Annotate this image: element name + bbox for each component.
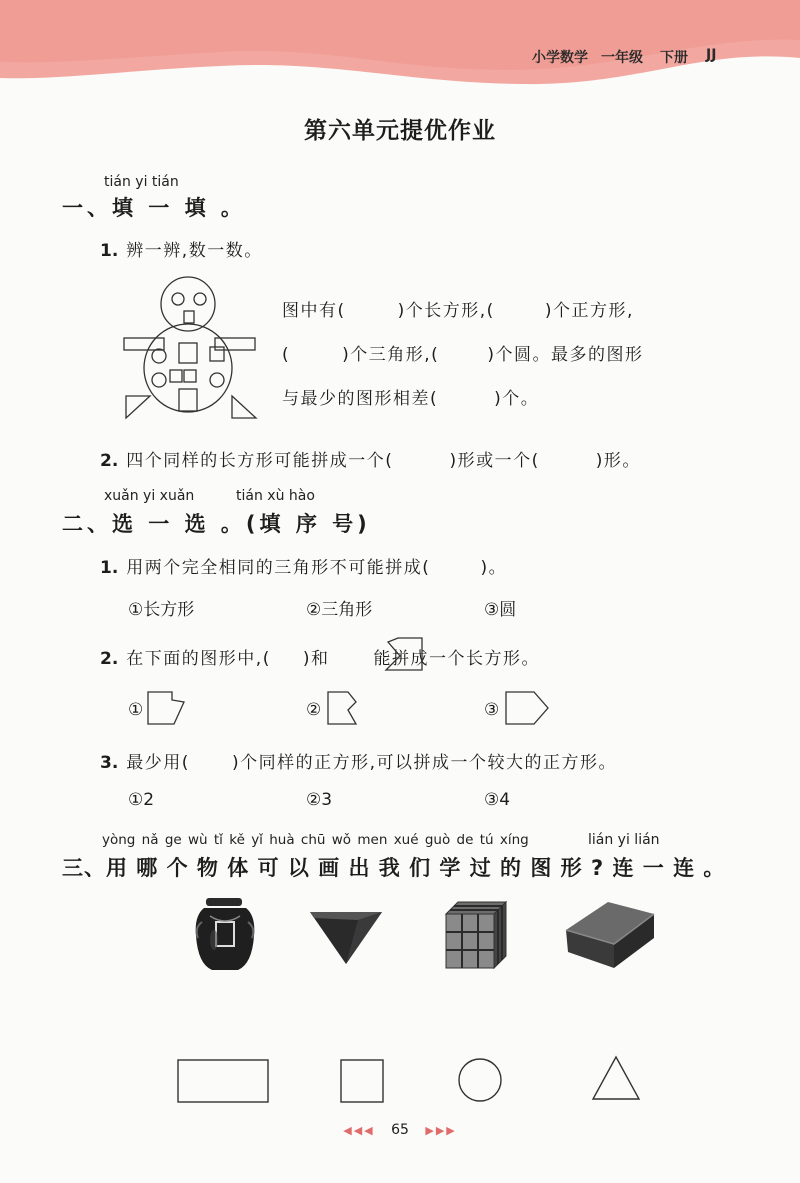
s1-q1-line1-c: )个正方形,: [544, 301, 634, 321]
s1-q1-number: 1.: [100, 241, 119, 261]
s1-q1-line2-b: )个三角形,(: [342, 345, 440, 365]
s2-q1-a: 用两个完全相同的三角形不可能拼成(: [126, 558, 431, 578]
s2-q2-option-2: ②: [306, 700, 322, 720]
pinyin-1: nǎ: [141, 832, 159, 848]
section3-pinyin-tail: lián yi lián: [588, 832, 660, 848]
header-volume: 下册: [660, 50, 688, 66]
s2-q2-option-1: ①: [128, 700, 144, 720]
s1-q1-line3: [282, 384, 539, 409]
pinyin-15: xíng: [499, 832, 529, 848]
circle-icon: [456, 1056, 504, 1104]
pinyin-0: yòng: [102, 832, 136, 848]
section2-pinyin-2: tián xù hào: [236, 488, 315, 504]
notched-shape-icon: [384, 636, 428, 674]
section3-pinyin: [102, 832, 529, 848]
pinyin-14: tú: [479, 832, 494, 848]
s1-q2: [100, 446, 641, 471]
robot-shapes-figure: [122, 276, 262, 424]
s1-q2-c: )形。: [595, 451, 641, 471]
s1-q1-line2-c: )个圆。最多的图形: [487, 345, 644, 365]
s1-q1-line2-a: (: [282, 345, 291, 365]
s2-q2-number: 2.: [100, 649, 119, 669]
pinyin-3: wù: [187, 832, 208, 848]
section1-heading: 一、填 一 填 。: [62, 196, 246, 220]
s2-q3-b: )个同样的正方形,可以拼成一个较大的正方形。: [231, 753, 617, 773]
s2-q2: [100, 644, 540, 669]
s1-q1: [100, 236, 263, 261]
s1-q1-line3-a: 与最少的图形相差(: [282, 389, 439, 409]
s2-q1-option-2: ②三角形: [306, 600, 373, 620]
s2-q1-b: )。: [480, 558, 508, 578]
rectangle-icon: [176, 1058, 270, 1104]
s1-q1-line1-a: 图中有(: [282, 301, 346, 321]
s1-q2-b: )形或一个(: [449, 451, 540, 471]
s2-q3: [100, 748, 617, 773]
pinyin-11: xué: [393, 832, 419, 848]
s2-q1-option-3: ③圆: [484, 600, 517, 620]
s2-q2-c: 能拼成一个长方形。: [373, 649, 540, 669]
page-number: 65: [391, 1122, 409, 1138]
right-arrows-icon: ▶▶▶: [425, 1124, 457, 1137]
header-subject: 小学数学: [532, 50, 588, 66]
pinyin-5: kě: [229, 832, 245, 848]
s1-q1-text: 辨一辨,数一数。: [126, 241, 263, 261]
s1-q1-line2: [282, 340, 643, 365]
s2-q2-b: )和: [302, 649, 330, 669]
square-icon: [339, 1058, 385, 1104]
section3-heading: 三、用 哪 个 物 体 可 以 画 出 我 们 学 过 的 图 形 ? 连 一 连 。: [62, 856, 726, 880]
triangle-icon: [590, 1054, 642, 1102]
s2-q3-option-1: ①2: [128, 790, 155, 810]
jar-icon: [192, 896, 258, 972]
section2-pinyin-1: xuǎn yi xuǎn: [104, 488, 195, 504]
pinyin-6: yǐ: [251, 832, 263, 848]
s2-q1-option-1: ①长方形: [128, 600, 195, 620]
pinyin-12: guò: [424, 832, 451, 848]
page-footer: [0, 1122, 800, 1138]
s2-q2-option-3: ③: [484, 700, 500, 720]
pinyin-13: de: [456, 832, 474, 848]
s1-q2-number: 2.: [100, 451, 119, 471]
option2-shape-icon: [326, 690, 366, 728]
pinyin-9: wǒ: [331, 832, 352, 848]
cube-icon: [444, 900, 508, 970]
s2-q1-number: 1.: [100, 558, 119, 578]
pinyin-4: tǐ: [213, 832, 223, 848]
box-icon: [564, 900, 656, 970]
triangular-prism-icon: [308, 908, 384, 966]
pinyin-10: men: [357, 832, 388, 848]
pinyin-8: chū: [300, 832, 326, 848]
header-edition: JJ: [706, 47, 717, 63]
left-arrows-icon: ◀◀◀: [343, 1124, 375, 1137]
s2-q3-option-3: ③4: [484, 790, 511, 810]
s1-q1-line1-b: )个长方形,(: [397, 301, 495, 321]
page-title: 第六单元提优作业: [304, 118, 496, 144]
s2-q2-a: 在下面的图形中,(: [126, 649, 271, 669]
s2-q3-a: 最少用(: [126, 753, 190, 773]
s1-q1-line3-b: )个。: [494, 389, 540, 409]
s1-q1-line1: [282, 296, 634, 321]
pinyin-2: ge: [164, 832, 182, 848]
s1-q2-a: 四个同样的长方形可能拼成一个(: [126, 451, 394, 471]
header-banner: [0, 0, 800, 90]
s2-q3-number: 3.: [100, 753, 119, 773]
section2-heading: 二、选 一 选 。(填 序 号): [62, 512, 371, 536]
s2-q3-option-2: ②3: [306, 790, 333, 810]
header-grade: 一年级: [601, 50, 643, 66]
option3-shape-icon: [504, 690, 550, 728]
pinyin-7: huà: [269, 832, 295, 848]
s2-q1: [100, 553, 507, 578]
section1-pinyin: tián yi tián: [104, 174, 179, 190]
option1-shape-icon: [146, 690, 190, 728]
